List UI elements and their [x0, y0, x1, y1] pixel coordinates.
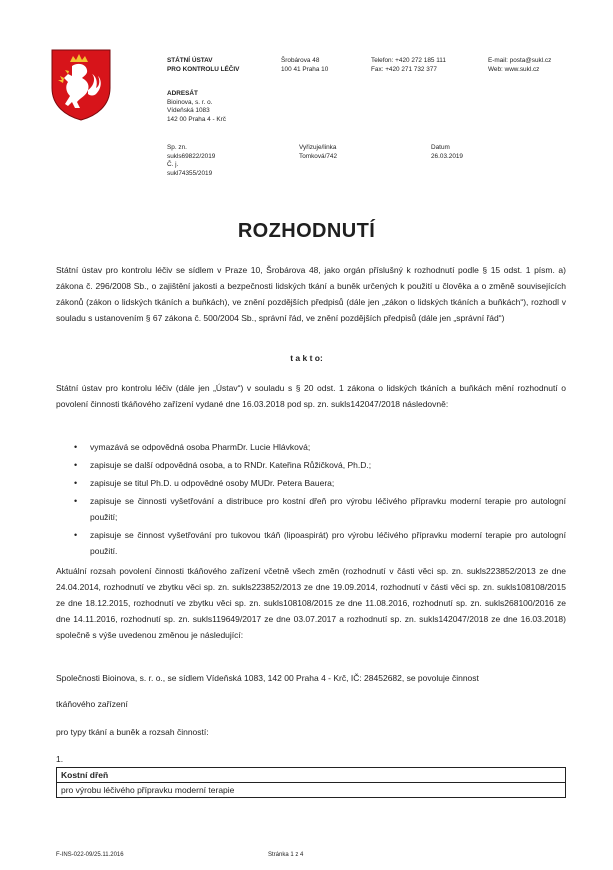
list-item: • zapisuje se titul Ph.D. u odpovědné osoby MUDr. Petera Bauera; [74, 475, 566, 491]
ref-value: sukls69822/2019 [167, 152, 216, 160]
list-item: • zapisuje se další odpovědná osoba, a to RNDr. Kateřina Růžičková, Ph.D.; [74, 457, 566, 473]
paragraph-change: Státní ústav pro kontrolu léčiv (dále jen „Ústav“) v souladu s § 20 odst. 1 zákona o lidských tkáních a buňkách mění rozhodnutí o povolení činnosti tkáňového zařízení vydané dne 16.03.2018 pod sp. zn. sukls142047/2018 následovně: [56, 383, 566, 409]
date-value: 26.03.2019 [431, 152, 463, 160]
institution-name: STÁTNÍ ÚSTAV PRO KONTROLU LÉČIV [167, 57, 240, 73]
handler-label: Vyřizuje/linka [299, 144, 337, 151]
item-number: 1. [56, 754, 64, 764]
paragraph-company: Společnosti Bioinova, s. r. o., se sídlem Vídeňská 1083, 142 00 Praha 4 - Krč, IČ: 28452682, se povoluje činnost [56, 673, 479, 683]
date-block [431, 144, 463, 161]
form-id: F-INS-022-09/25.11.2016 [56, 852, 124, 858]
handler-block [299, 144, 337, 161]
intro-paragraph: Státní ústav pro kontrolu léčiv se sídlem v Praze 10, Šrobárova 48, jako orgán příslušný k rozhodnutí podle § 15 odst. 1 písm. a) zákona č. 296/2008 Sb., o zajištění jakosti a bezpečnosti lidských tkání a buněk určených k použití u člověka a o změně souvisejících zákonů (zákon o lidských tkáních a buňkách), ve znění pozdějších předpisů (dále jen „zákon o lidských tkáních a buňkách“), rozhodl v souladu s ustanovením § 67 zákona č. 500/2004 Sb., správní řád, ve znění pozdějších předpisů (dále jen „správní řád“) [56, 265, 566, 323]
reference-block [167, 144, 215, 178]
list-item: • vymazává se odpovědná osoba PharmDr. Lucie Hlávková; [74, 439, 566, 455]
phone: Telefon: +420 272 185 111 [371, 57, 446, 64]
coat-of-arms-logo [50, 48, 112, 122]
email: E-mail: posta@sukl.cz [488, 57, 552, 64]
contact-phone-fax [371, 57, 446, 74]
addressee-line: Bioinova, s. r. o. [167, 98, 213, 106]
tissue-table [56, 767, 566, 798]
date-label: Datum [431, 144, 450, 151]
table-row [57, 768, 566, 783]
addressee-line: 142 00 Praha 4 - Krč [167, 115, 226, 123]
ref-label: Sp. zn. [167, 144, 187, 151]
paragraph-scope: Aktuální rozsah povolení činnosti tkáňového zařízení včetně všech změn (rozhodnutí v části věci sp. zn. sukls223852/2013 ze dne 24.04.2014, rozhodnutí ve zbytku věci sp. zn. sukls223852/2013 ze dne 19.09.2014, rozhodnutí v části věci sp. zn. sukls108108/2015 ze dne 18.12.2015, rozhodnutí ve zbytku věci sp. zn. sukls108108/2015 ze dne 11.08.2016, rozhodnutí sp. zn. sukls268100/2016 ze dne 14.11.2016, rozhodnutí sp. zn. sukls119649/2017 ze dne 03.07.2017 a rozhodnutí sp. zn. sukls142047/2018 ze dne 16.03.2018) společně s výše uvedenou změnou je následující: [56, 566, 566, 640]
table-cell: pro výrobu léčivého přípravku moderní terapie [57, 783, 566, 798]
table-cell: Kostní dřeň [57, 768, 566, 783]
table-row [57, 783, 566, 798]
document-title: ROZHODNUTÍ [237, 220, 376, 242]
contact-web [488, 57, 551, 74]
page-number: Stránka 1 z 4 [268, 852, 304, 858]
website: Web: www.sukl.cz [488, 65, 540, 73]
list-item: • zapisuje se činnost vyšetřování pro tukovou tkáň (lipoaspirát) pro výrobu léčivého přípravku moderní terapie pro autologní použití. [74, 527, 566, 559]
handler-value: Tomková/742 [299, 152, 338, 160]
list-item: • zapisuje se činnosti vyšetřování a distribuce pro kostní dřeň pro výrobu léčivého přípravku moderní terapie pro autologní použití; [74, 493, 566, 525]
institution-address: Šrobárova 48 100 41 Praha 10 [281, 57, 329, 73]
addressee-line: Vídeňská 1083 [167, 107, 210, 115]
fax: Fax: +420 271 732 377 [371, 65, 437, 73]
paragraph-facility: tkáňového zařízení [56, 699, 128, 709]
addressee-label: ADRESÁT [167, 90, 198, 97]
addressee-block [167, 90, 226, 124]
cj-value: sukl74355/2019 [167, 169, 213, 177]
cj-label: Č. j. [167, 161, 179, 169]
changes-list [74, 439, 566, 561]
paragraph-types: pro typy tkání a buněk a rozsah činností: [56, 727, 209, 737]
takto-heading: t a k t o: [290, 353, 323, 363]
